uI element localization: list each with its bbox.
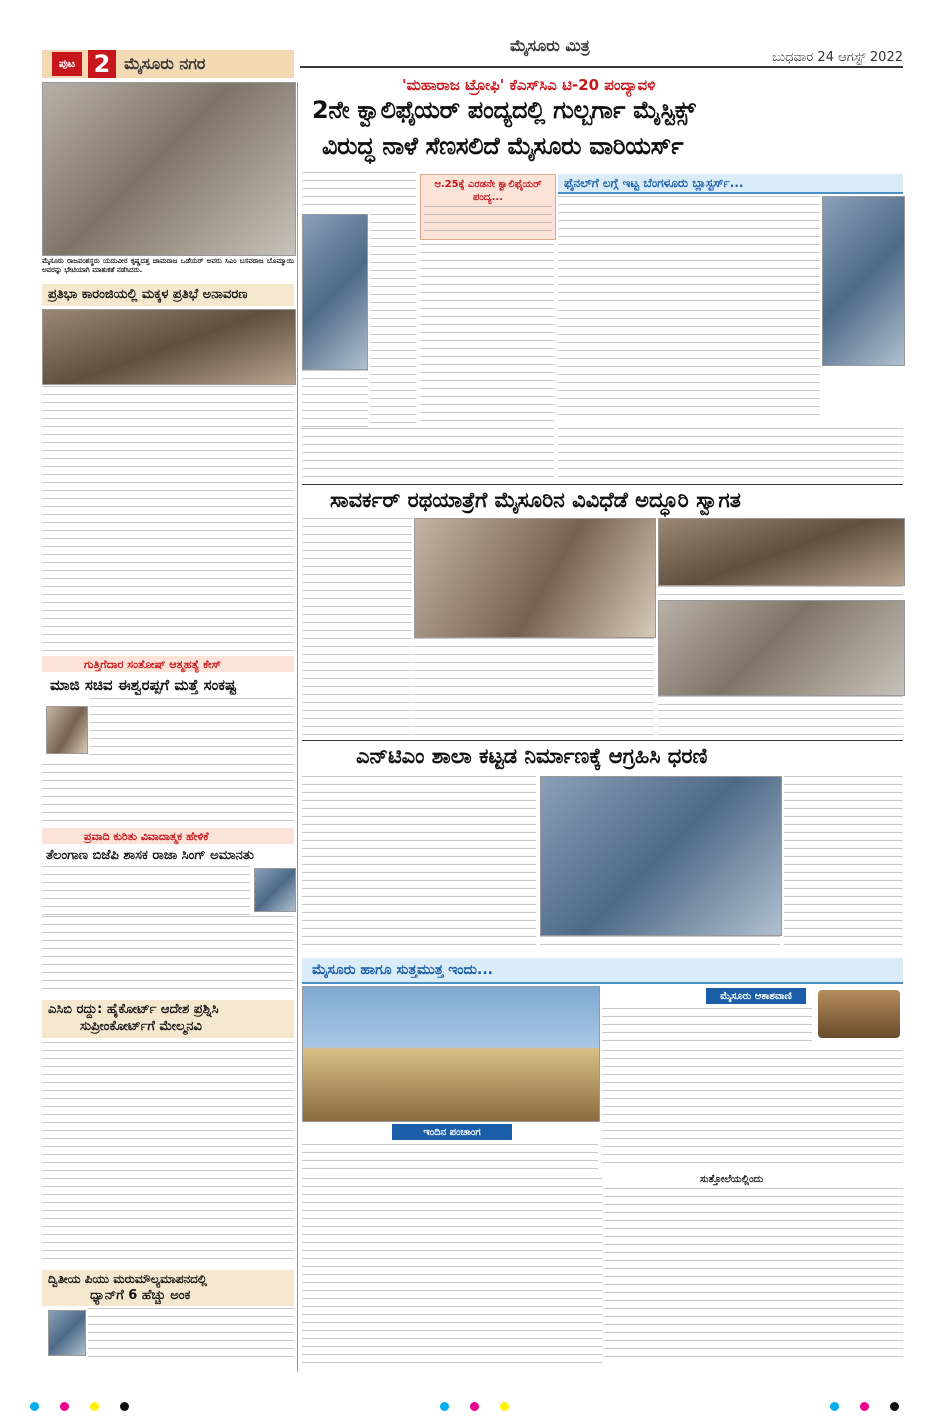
story-body: [42, 764, 294, 824]
photo-caption: [658, 586, 903, 598]
issue-date: ಬುಧವಾರ 24 ಆಗಸ್ಟ್ 2022: [772, 50, 903, 65]
story-body: [42, 1042, 294, 1266]
story-title: ತೆಲಂಗಾಣ ಬಿಜೆಪಿ ಶಾಸಕ ರಾಜಾ ಸಿಂಗ್ ಅಮಾನತು: [46, 848, 254, 863]
story-body: [302, 370, 368, 428]
registration-dot: [860, 1402, 869, 1411]
column-rule: [297, 82, 298, 1372]
story-body: [302, 428, 554, 480]
story-title: ದ್ವಿತೀಯ ಪಿಯು ಮರುಮೌಲ್ಯಮಾಪನದಲ್ಲಿ: [48, 1272, 208, 1286]
raja-singh-photo: [254, 868, 296, 912]
photo-caption: ಮೈಸೂರು ರಾಜವಂಶಸ್ಥರು ಯದುವೀರ ಕೃಷ್ಣದತ್ತ ಚಾಮರಾಜ ಒಡೆಯರ್ ಅವರು ಸಿಎಂ ಬಸವರಾಜ ಬೊಮ್ಮಾಯಿ ಅವರನ್ನು ಭೇಟಿಯಾಗಿ ಮಾತುಕತೆ ನಡೆಸಿದರು.: [42, 257, 294, 274]
blasters-player-photo: [822, 196, 905, 366]
story-title: ಎಸಿಬಿ ರದ್ದು: ಹೈಕೋರ್ಟ್ ಆದೇಶ ಪ್ರಶ್ನಿಸಿ: [48, 1002, 219, 1017]
qualifier-box-title: ಆ.25ಕ್ಕೆ ಎರಡನೇ ಕ್ವಾಲಿಫೈಯರ್ ಪಂದ್ಯ...: [434, 179, 542, 203]
story-body: [302, 518, 412, 736]
photo-caption: [414, 638, 654, 650]
story-body: [658, 710, 903, 736]
registration-dot: [500, 1402, 509, 1411]
side-story-title: ಫೈನಲ್‌ಗೆ ಲಗ್ಗೆ ಇಟ್ಟ ಬೆಂಗಳೂರು ಬ್ಲಾಸ್ಟರ್ಸ್...: [564, 176, 744, 190]
page-label: ಪುಟ: [52, 52, 82, 76]
page-number: 2: [88, 50, 116, 78]
story-body: [414, 654, 654, 736]
lead-headline: ವಿರುದ್ಧ ನಾಳೆ ಸೆಣಸಲಿದೆ ಮೈಸೂರು ವಾರಿಯರ್ಸ್: [322, 132, 684, 160]
qualifier-box-body: [424, 206, 552, 236]
story-body: [42, 916, 294, 996]
section-rule: [302, 740, 903, 741]
section-name: ಮೈಸೂರು ನಗರ: [124, 54, 206, 73]
lead-headline: 2ನೇ ಕ್ವಾಲಿಫೈಯರ್ ಪಂದ್ಯದಲ್ಲಿ ಗುಲ್ಬರ್ಗಾ ಮೈಸ್ಟಿಕ್ಸ್: [312, 96, 696, 124]
story-body: [90, 698, 294, 762]
savarkar-headline: ಸಾವರ್ಕರ್ ರಥಯಾತ್ರೆಗೆ ಮೈಸೂರಿನ ವಿವಿಧೆಡೆ ಅದ್ಧೂರಿ ಸ್ವಾಗತ: [330, 488, 741, 512]
lead-kicker: 'ಮಹಾರಾಜ ಟ್ರೋಫಿ' ಕೆಎಸ್‌ಸಿಎ ಟಿ-20 ಪಂದ್ಯಾವಳಿ: [402, 76, 656, 94]
protest-photo: [540, 776, 782, 936]
events-list: [302, 1178, 602, 1364]
photo-caption: [540, 936, 780, 952]
player-photo: [302, 214, 368, 370]
story-body: [302, 776, 536, 952]
registration-dot: [30, 1402, 39, 1411]
story-body: [558, 428, 903, 480]
registration-dot: [440, 1402, 449, 1411]
panchanga-title: ಇಂದಿನ ಪಂಚಾಂಗ: [392, 1124, 512, 1140]
registration-dot: [830, 1402, 839, 1411]
ntm-headline: ಎನ್‌ಟಿಎಂ ಶಾಲಾ ಕಟ್ಟಡ ನಿರ್ಮಾಣಕ್ಕೆ ಆಗ್ರಹಿಸಿ ಧರಣಿ: [356, 744, 708, 768]
registration-dot: [470, 1402, 479, 1411]
story-kicker: ಪ್ರವಾದಿ ಕುರಿತು ವಿವಾದಾತ್ಮಕ ಹೇಳಿಕೆ: [84, 830, 209, 843]
registration-dot: [60, 1402, 69, 1411]
audience-photo: [658, 600, 905, 696]
story-body: [88, 1308, 294, 1362]
registration-dot: [120, 1402, 129, 1411]
radio-title: ಮೈಸೂರು ಆಕಾಶವಾಣಿ: [706, 988, 806, 1004]
mysore-palace-photo: [302, 986, 600, 1122]
events-heading: ಸುತ್ತೋಲೆಯಲ್ಲಿಂದು: [700, 1174, 764, 1185]
rally-photo: [414, 518, 656, 638]
panchanga-body: [302, 1144, 598, 1174]
prathibha-karanji-photo: [42, 309, 296, 385]
today-title: ಮೈಸೂರು ಹಾಗೂ ಸುತ್ತಮುತ್ತ ಇಂದು...: [312, 962, 493, 978]
cm-meeting-photo: [42, 82, 296, 256]
registration-dot: [90, 1402, 99, 1411]
story-body: [784, 776, 903, 952]
eshwarappa-photo: [46, 706, 88, 754]
story-body: [42, 866, 250, 916]
header-rule: [300, 66, 903, 68]
story-body: [558, 310, 820, 422]
registration-dot: [890, 1402, 899, 1411]
story-body: [420, 244, 554, 424]
radio-schedule: [602, 1008, 812, 1048]
story-title: ಮಾಜಿ ಸಚಿವ ಈಶ್ವರಪ್ಪಗೆ ಮತ್ತೆ ಸಂಕಷ್ಟ: [50, 676, 237, 694]
radio-schedule: [602, 1050, 903, 1170]
student-photo: [48, 1310, 86, 1356]
welcome-photo: [658, 518, 905, 586]
story-body: [42, 386, 294, 652]
radio-icon: [818, 990, 900, 1038]
story-body: [370, 214, 416, 424]
story-kicker: ಗುತ್ತಿಗೆದಾರ ಸಂತೋಷ್ ಆತ್ಮಹತ್ಯೆ ಕೇಸ್: [84, 658, 222, 671]
story-title: ಸುಪ್ರೀಂಕೋರ್ಟ್‌ಗೆ ಮೇಲ್ಮನವಿ: [80, 1019, 202, 1034]
section-rule: [302, 484, 903, 485]
photo-caption: [658, 696, 903, 708]
story-title: ಪ್ರತಿಭಾ ಕಾರಂಜಿಯಲ್ಲಿ ಮಕ್ಕಳ ಪ್ರತಿಭೆ ಅನಾವರಣ: [48, 287, 248, 302]
story-body: [558, 196, 820, 306]
events-list: [604, 1188, 903, 1364]
story-body: [302, 172, 416, 212]
newspaper-name: ಮೈಸೂರು ಮಿತ್ರ: [510, 36, 590, 55]
story-title: ಧ್ಯಾನ್‌ಗೆ 6 ಹೆಚ್ಚು ಅಂಕ: [90, 1288, 191, 1303]
